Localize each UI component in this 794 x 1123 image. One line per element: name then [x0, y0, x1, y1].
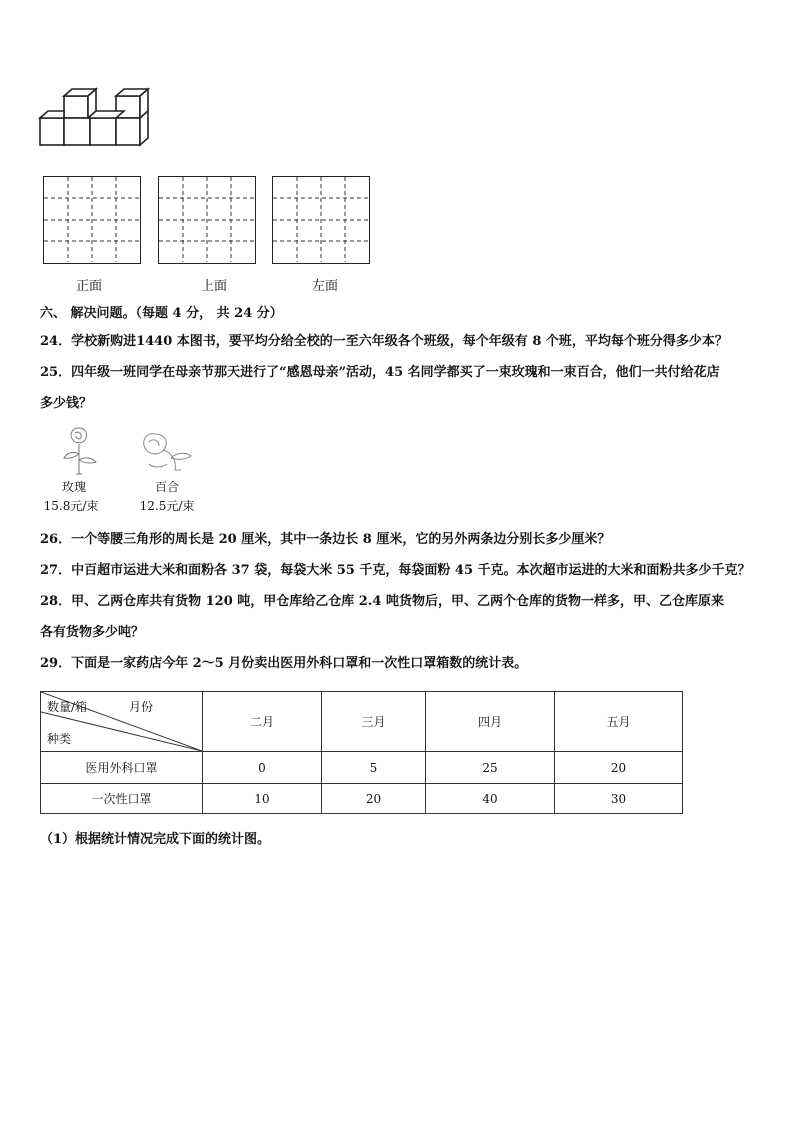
month-header: 五月 — [555, 692, 683, 752]
corner-type-label: 种类 — [47, 732, 72, 746]
front-view-grid — [43, 176, 141, 264]
top-view-grid — [158, 176, 256, 264]
row-category: 一次性口罩 — [41, 784, 203, 814]
question-25-line1: 25．四年级一班同学在母亲节那天进行了“感恩母亲”活动，45 名同学都买了一束玫瑰和一束百合，他们一共付给花店 — [40, 365, 720, 380]
question-28-line2: 各有货物多少吨？ — [40, 625, 145, 640]
sub-question-1: （1）根据统计情况完成下面的统计图。 — [40, 832, 271, 847]
question-25-line2: 多少钱？ — [40, 396, 93, 411]
section-title: 六、 解决问题。（每题 4 分， 共 24 分） — [40, 306, 283, 321]
table-cell: 40 — [426, 784, 555, 814]
table-cell: 30 — [555, 784, 683, 814]
cube-figure — [38, 86, 154, 150]
month-header: 四月 — [426, 692, 555, 752]
question-27: 27．中百超市运进大米和面粉各 37 袋，每袋大米 55 千克，每袋面粉 45 千克。本次超市运进的大米和面粉共多少千克？ — [40, 563, 751, 578]
month-header: 三月 — [322, 692, 426, 752]
question-26: 26．一个等腰三角形的周长是 20 厘米，其中一条边长 8 厘米，它的另外两条边分别长多少厘米？ — [40, 532, 611, 547]
table-cell: 20 — [322, 784, 426, 814]
table-cell: 20 — [555, 752, 683, 784]
table-row — [41, 752, 683, 784]
rose-price: 15.8元/束 — [43, 499, 99, 513]
left-view-label: 左面 — [311, 279, 338, 294]
table-header-row — [41, 692, 683, 752]
question-28-line1: 28．甲、乙两仓库共有货物 120 吨，甲仓库给乙仓库 2.4 吨货物后，甲、乙两个仓库的货物一样多，甲、乙仓库原来 — [40, 594, 724, 609]
lily-price: 12.5元/束 — [139, 499, 195, 513]
table-cell: 5 — [322, 752, 426, 784]
question-29: 29．下面是一家药店今年 2～5 月份卖出医用外科口罩和一次性口罩箱数的统计表。 — [40, 656, 528, 671]
table-row — [41, 784, 683, 814]
statistics-table — [40, 691, 683, 814]
question-24: 24．学校新购进1440 本图书，要平均分给全校的一至六年级各个班级，每个年级有 8 个班，平均每个班分得多少本？ — [40, 334, 728, 349]
table-cell: 10 — [203, 784, 322, 814]
lily-name: 百合 — [154, 480, 179, 494]
rose-name: 玫瑰 — [61, 480, 86, 494]
table-cell: 25 — [426, 752, 555, 784]
corner-quantity-label: 数量/箱 — [47, 700, 88, 714]
table-corner-cell — [41, 692, 203, 752]
month-header: 二月 — [203, 692, 322, 752]
corner-month-label: 月份 — [129, 700, 154, 714]
top-view-label: 上面 — [200, 279, 227, 294]
table-cell: 0 — [203, 752, 322, 784]
front-view-label: 正面 — [75, 279, 102, 294]
lily-icon — [137, 428, 195, 476]
left-view-grid — [272, 176, 370, 264]
row-category: 医用外科口罩 — [41, 752, 203, 784]
rose-icon — [56, 424, 102, 476]
